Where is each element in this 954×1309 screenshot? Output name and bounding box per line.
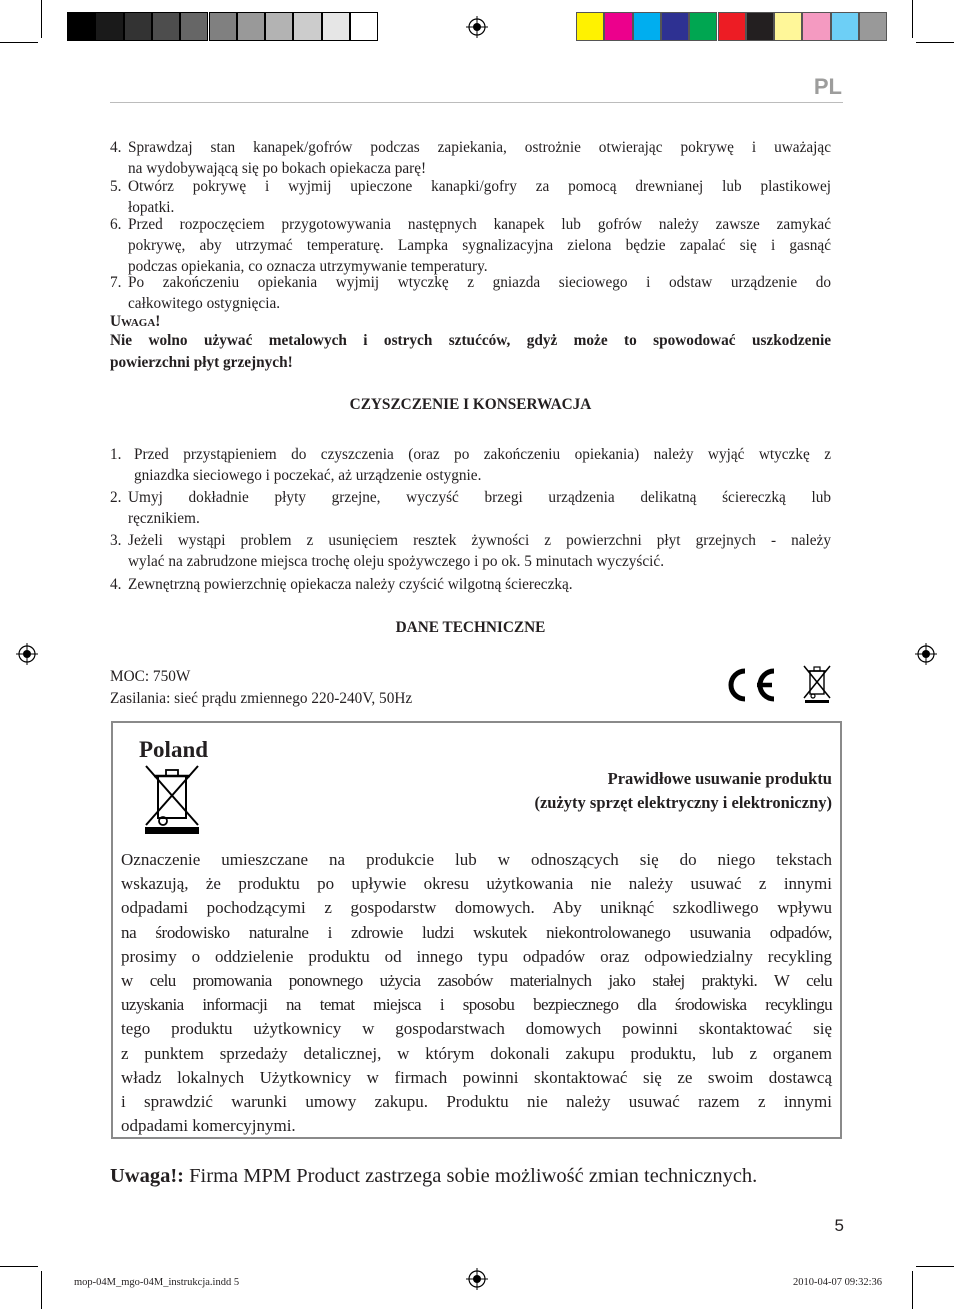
color-swatch (661, 12, 689, 41)
warning-title: Uwaga! (110, 313, 161, 330)
crop-mark (41, 0, 42, 38)
registration-mark-icon (915, 643, 937, 665)
gray-swatch (124, 12, 152, 41)
crop-mark (912, 0, 913, 38)
list-item: 6. Przed rozpoczęciem przygotowywania następnych kanapek lub gofrów należy zawsze zamykać pokrywę, aby utrzymać temperaturę. Lampka sygnalizacyjna zielona będzie zapalać się i gasnąć podczas opiekania, co oznacza utrzymywanie temperatury. (110, 216, 831, 275)
color-swatch (831, 12, 859, 41)
technical-changes-notice (110, 1165, 843, 1188)
list-item: 4. Zewnętrzną powierzchnię opiekacza należy czyścić wilgotną ściereczką. (110, 576, 573, 593)
notice-label: Uwaga!: (110, 1165, 185, 1187)
crop-mark (41, 1271, 42, 1309)
list-item: 4. Sprawdzaj stan kanapek/gofrów podczas zapiekania, ostrożnie otwierając pokrywę i uważając na wydobywającą się po bokach opiekacza parę! (110, 139, 831, 177)
color-swatch (604, 12, 632, 41)
language-code: PL (813, 74, 842, 99)
disposal-title: Prawidłowe usuwanie produktu (zużyty sprzęt elektryczny i elektroniczny) (534, 769, 832, 812)
crop-mark (916, 1266, 954, 1267)
country-title: Poland (139, 737, 209, 762)
gray-swatch (95, 12, 123, 41)
weee-bin-icon (143, 763, 201, 835)
color-swatch (633, 12, 661, 41)
gray-swatch (322, 12, 350, 41)
gray-swatch (293, 12, 321, 41)
color-swatch (802, 12, 830, 41)
crop-mark (916, 42, 954, 43)
gray-swatch (237, 12, 265, 41)
registration-mark-icon (466, 1268, 488, 1290)
gray-swatch (180, 12, 208, 41)
footer-datetime: 2010-04-07 09:32:36 (793, 1277, 882, 1288)
gray-swatch (265, 12, 293, 41)
list-item: 3. Jeżeli wystąpi problem z usunięciem resztek żywności z powierzchni płyt grzejnych - należy wylać na zabrudzone miejsca trochę oleju spożywczego i po ok. 5 minutach wyczyścić. (110, 532, 831, 570)
color-swatch (859, 12, 887, 41)
crop-mark (0, 42, 38, 43)
color-swatch (576, 12, 604, 41)
gray-swatch (152, 12, 180, 41)
ce-mark-icon (719, 666, 779, 704)
crop-mark (0, 1266, 38, 1267)
list-item: 5. Otwórz pokrywę i wyjmij upieczone kanapki/gofry za pomocą drewnianej lub plastikowej łopatki. (110, 178, 831, 216)
disposal-text: Oznaczenie umieszczane na produkcie lub w odnoszących się do niego tekstach wskazują, że produktu po upływie okresu użytkowania nie należy usuwać z innymi odpadami pochodzącymi z gospodarstw domowych. Aby uniknąć szkodliwego wpływu na środowisko naturalne i zdrowie ludzi wskutek niekontrolowanego usuwania odpadów, prosimy o oddzielenie produktu od innego typu odpadów oraz odpowiedzialny recykling w celu promowania ponownego użycia zasobów materialnych jako stałej praktyki. W celu uzyskania informacji na temat miejsca i sposobu bezpiecznego dla środowiska recyklingu tego produktu użytkownicy w gospodarstwach domowych powinni skontaktować się z punktem sprzedaży detalicznej, w którym dokonali zakupu produktu, lub z organem władz lokalnych Użytkownicy w firmach powinni skontaktować się ze swoim dostawcą i sprawdzić warunki umowy zakupu. Produktu nie należy usuwać razem z innymi odpadami komercyjnymi. (121, 850, 832, 1136)
gray-swatch (350, 12, 378, 41)
weee-bin-icon (802, 664, 832, 704)
power-value: MOC: 750W (110, 668, 191, 685)
warning-text: Nie wolno używać metalowych i ostrych sztućców, gdyż może to spowodować uszkodzenie powierzchni płyt grzejnych! (110, 332, 831, 371)
registration-mark-icon (16, 643, 38, 665)
list-item: 1. Przed przystąpieniem do czyszczenia (oraz po zakończeniu opiekania) należy wyjąć wtyczkę z gniazdka sieciowego i poczekać, aż urządzenie ostygnie. (110, 446, 831, 484)
color-swatch (746, 12, 774, 41)
color-swatch (718, 12, 746, 41)
page-number: 5 (834, 1216, 844, 1235)
gray-swatch (67, 12, 95, 41)
footer-filename: mop-04M_mgo-04M_instrukcja.indd 5 (74, 1277, 240, 1288)
notice-text: Firma MPM Product zastrzega sobie możliwość zmian technicznych. (189, 1165, 758, 1187)
disposal-info-box (111, 721, 842, 1139)
color-swatch (774, 12, 802, 41)
registration-mark-icon (466, 16, 488, 38)
header-rule (110, 102, 843, 103)
crop-mark (912, 1271, 913, 1309)
list-item: 2. Umyj dokładnie płyty grzejne, wyczyść brzegi urządzenia delikatną ściereczką lub ręcznikiem. (110, 489, 831, 527)
list-item: 7. Po zakończeniu opiekania wyjmij wtyczkę z gniazda sieciowego i odstaw urządzenie do całkowitego ostygnięcia. (110, 274, 831, 312)
supply-value: Zasilania: sieć prądu zmiennego 220-240V, 50Hz (110, 690, 413, 707)
section-heading-cleaning: CZYSZCZENIE I KONSERWACJA (349, 396, 592, 413)
section-heading-technical: DANE TECHNICZNE (395, 619, 546, 636)
gray-swatch (209, 12, 237, 41)
color-swatch (689, 12, 717, 41)
